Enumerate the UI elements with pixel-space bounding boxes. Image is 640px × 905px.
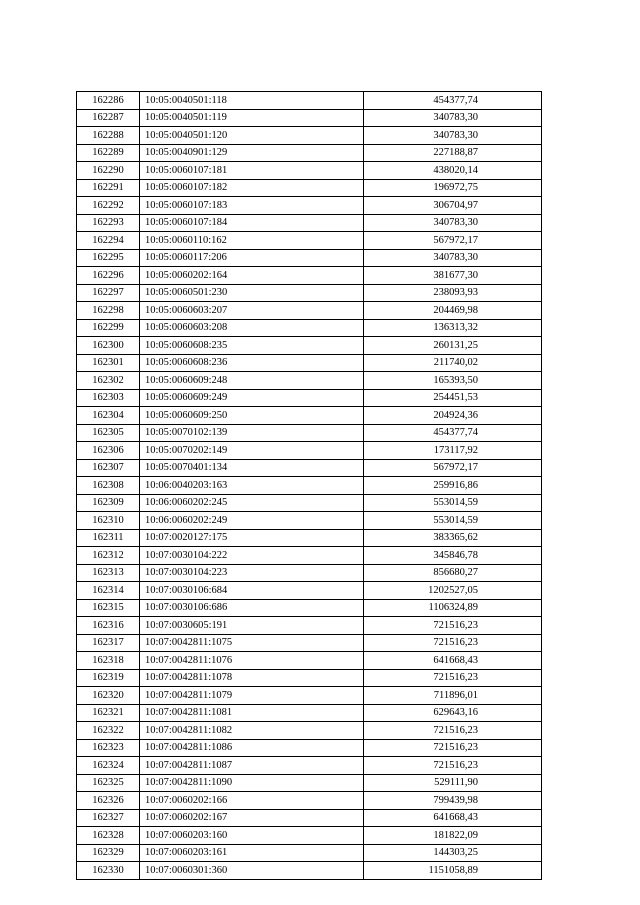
cadastral-number-cell: 10:07:0030106:686 bbox=[140, 599, 364, 617]
cadastral-number-cell: 10:07:0030104:223 bbox=[140, 564, 364, 582]
cadastral-number-cell: 10:07:0060202:167 bbox=[140, 809, 364, 827]
table-row bbox=[77, 267, 542, 285]
table-row bbox=[77, 529, 542, 547]
cadastral-number-cell: 10:05:0070202:149 bbox=[140, 442, 364, 460]
cadastral-number-cell: 10:07:0030605:191 bbox=[140, 617, 364, 635]
cadastral-value-cell: 567972,17 bbox=[364, 459, 542, 477]
cadastral-value-cell: 641668,43 bbox=[364, 809, 542, 827]
cadastral-value-cell: 799439,98 bbox=[364, 792, 542, 810]
table-row bbox=[77, 774, 542, 792]
cadastral-value-cell: 529111,90 bbox=[364, 774, 542, 792]
cadastral-value-cell: 1106324,89 bbox=[364, 599, 542, 617]
cadastral-value-cell: 711896,01 bbox=[364, 687, 542, 705]
table-row bbox=[77, 704, 542, 722]
cadastral-value-cell: 211740,02 bbox=[364, 354, 542, 372]
row-number-cell: 162326 bbox=[77, 792, 140, 810]
table-row bbox=[77, 652, 542, 670]
table-row bbox=[77, 109, 542, 127]
row-number-cell: 162288 bbox=[77, 127, 140, 145]
cadastral-number-cell: 10:07:0060203:160 bbox=[140, 827, 364, 845]
cadastral-number-cell: 10:07:0060203:161 bbox=[140, 844, 364, 862]
row-number-cell: 162306 bbox=[77, 442, 140, 460]
table-row bbox=[77, 494, 542, 512]
table-row bbox=[77, 722, 542, 740]
cadastral-number-cell: 10:07:0042811:1086 bbox=[140, 739, 364, 757]
cadastral-value-cell: 340783,30 bbox=[364, 127, 542, 145]
cadastral-value-cell: 1202527,05 bbox=[364, 582, 542, 600]
row-number-cell: 162289 bbox=[77, 144, 140, 162]
cadastral-number-cell: 10:05:0040501:120 bbox=[140, 127, 364, 145]
cadastral-value-cell: 721516,23 bbox=[364, 617, 542, 635]
cadastral-value-cell: 340783,30 bbox=[364, 109, 542, 127]
table-row bbox=[77, 92, 542, 110]
cadastral-number-cell: 10:05:0070102:139 bbox=[140, 424, 364, 442]
table-row bbox=[77, 442, 542, 460]
table-row bbox=[77, 512, 542, 530]
cadastral-number-cell: 10:05:0060609:250 bbox=[140, 407, 364, 425]
cadastral-value-cell: 438020,14 bbox=[364, 162, 542, 180]
row-number-cell: 162290 bbox=[77, 162, 140, 180]
cadastral-value-cell: 227188,87 bbox=[364, 144, 542, 162]
table-row bbox=[77, 214, 542, 232]
table-row bbox=[77, 127, 542, 145]
cadastral-value-cell: 173117,92 bbox=[364, 442, 542, 460]
row-number-cell: 162305 bbox=[77, 424, 140, 442]
cadastral-value-cell: 721516,23 bbox=[364, 739, 542, 757]
row-number-cell: 162298 bbox=[77, 302, 140, 320]
table-row bbox=[77, 162, 542, 180]
cadastral-value-cell: 340783,30 bbox=[364, 249, 542, 267]
cadastral-number-cell: 10:05:0060608:235 bbox=[140, 337, 364, 355]
table-row bbox=[77, 669, 542, 687]
cadastral-number-cell: 10:07:0060301:360 bbox=[140, 862, 364, 880]
cadastral-number-cell: 10:05:0060609:249 bbox=[140, 389, 364, 407]
table-row bbox=[77, 424, 542, 442]
cadastral-value-cell: 144303,25 bbox=[364, 844, 542, 862]
row-number-cell: 162330 bbox=[77, 862, 140, 880]
cadastral-number-cell: 10:07:0042811:1087 bbox=[140, 757, 364, 775]
cadastral-value-cell: 454377,74 bbox=[364, 92, 542, 110]
table-row bbox=[77, 179, 542, 197]
row-number-cell: 162318 bbox=[77, 652, 140, 670]
cadastral-value-cell: 259916,86 bbox=[364, 477, 542, 495]
row-number-cell: 162286 bbox=[77, 92, 140, 110]
row-number-cell: 162291 bbox=[77, 179, 140, 197]
cadastral-value-cell: 856680,27 bbox=[364, 564, 542, 582]
cadastral-number-cell: 10:05:0060202:164 bbox=[140, 267, 364, 285]
cadastral-value-cell: 721516,23 bbox=[364, 757, 542, 775]
row-number-cell: 162293 bbox=[77, 214, 140, 232]
row-number-cell: 162308 bbox=[77, 477, 140, 495]
table-row bbox=[77, 844, 542, 862]
cadastral-number-cell: 10:07:0030106:684 bbox=[140, 582, 364, 600]
cadastral-number-cell: 10:07:0042811:1075 bbox=[140, 634, 364, 652]
table-row bbox=[77, 599, 542, 617]
cadastral-value-cell: 721516,23 bbox=[364, 634, 542, 652]
table-row bbox=[77, 249, 542, 267]
table-row bbox=[77, 827, 542, 845]
table-row bbox=[77, 862, 542, 880]
table-row bbox=[77, 302, 542, 320]
row-number-cell: 162296 bbox=[77, 267, 140, 285]
row-number-cell: 162303 bbox=[77, 389, 140, 407]
cadastral-value-cell: 721516,23 bbox=[364, 722, 542, 740]
cadastral-number-cell: 10:06:0040203:163 bbox=[140, 477, 364, 495]
cadastral-number-cell: 10:07:0020127:175 bbox=[140, 529, 364, 547]
row-number-cell: 162329 bbox=[77, 844, 140, 862]
row-number-cell: 162299 bbox=[77, 319, 140, 337]
cadastral-number-cell: 10:05:0040501:119 bbox=[140, 109, 364, 127]
cadastral-number-cell: 10:05:0040901:129 bbox=[140, 144, 364, 162]
table-row bbox=[77, 792, 542, 810]
cadastral-number-cell: 10:07:0042811:1076 bbox=[140, 652, 364, 670]
cadastral-number-cell: 10:05:0060608:236 bbox=[140, 354, 364, 372]
cadastral-value-cell: 196972,75 bbox=[364, 179, 542, 197]
table-row bbox=[77, 197, 542, 215]
table-row bbox=[77, 687, 542, 705]
cadastral-value-table bbox=[76, 91, 542, 880]
row-number-cell: 162322 bbox=[77, 722, 140, 740]
cadastral-number-cell: 10:05:0040501:118 bbox=[140, 92, 364, 110]
cadastral-value-cell: 454377,74 bbox=[364, 424, 542, 442]
row-number-cell: 162302 bbox=[77, 372, 140, 390]
table-row bbox=[77, 337, 542, 355]
row-number-cell: 162297 bbox=[77, 284, 140, 302]
cadastral-value-cell: 641668,43 bbox=[364, 652, 542, 670]
row-number-cell: 162312 bbox=[77, 547, 140, 565]
row-number-cell: 162294 bbox=[77, 232, 140, 250]
cadastral-number-cell: 10:07:0042811:1078 bbox=[140, 669, 364, 687]
row-number-cell: 162323 bbox=[77, 739, 140, 757]
cadastral-value-cell: 181822,09 bbox=[364, 827, 542, 845]
row-number-cell: 162313 bbox=[77, 564, 140, 582]
table-row bbox=[77, 477, 542, 495]
cadastral-number-cell: 10:06:0060202:245 bbox=[140, 494, 364, 512]
row-number-cell: 162317 bbox=[77, 634, 140, 652]
cadastral-number-cell: 10:07:0060202:166 bbox=[140, 792, 364, 810]
cadastral-number-cell: 10:05:0060107:184 bbox=[140, 214, 364, 232]
cadastral-value-cell: 383365,62 bbox=[364, 529, 542, 547]
row-number-cell: 162307 bbox=[77, 459, 140, 477]
table-row bbox=[77, 232, 542, 250]
cadastral-value-cell: 381677,30 bbox=[364, 267, 542, 285]
table-row bbox=[77, 757, 542, 775]
row-number-cell: 162310 bbox=[77, 512, 140, 530]
cadastral-number-cell: 10:07:0042811:1079 bbox=[140, 687, 364, 705]
cadastral-number-cell: 10:05:0070401:134 bbox=[140, 459, 364, 477]
cadastral-number-cell: 10:05:0060107:183 bbox=[140, 197, 364, 215]
cadastral-number-cell: 10:07:0042811:1081 bbox=[140, 704, 364, 722]
table-row bbox=[77, 809, 542, 827]
cadastral-number-cell: 10:05:0060117:206 bbox=[140, 249, 364, 267]
table-row bbox=[77, 582, 542, 600]
row-number-cell: 162287 bbox=[77, 109, 140, 127]
cadastral-number-cell: 10:05:0060609:248 bbox=[140, 372, 364, 390]
table-row bbox=[77, 617, 542, 635]
cadastral-number-cell: 10:07:0042811:1082 bbox=[140, 722, 364, 740]
cadastral-value-cell: 553014,59 bbox=[364, 494, 542, 512]
cadastral-value-cell: 340783,30 bbox=[364, 214, 542, 232]
row-number-cell: 162300 bbox=[77, 337, 140, 355]
cadastral-value-cell: 136313,32 bbox=[364, 319, 542, 337]
cadastral-value-cell: 306704,97 bbox=[364, 197, 542, 215]
row-number-cell: 162315 bbox=[77, 599, 140, 617]
cadastral-number-cell: 10:05:0060110:162 bbox=[140, 232, 364, 250]
cadastral-value-cell: 721516,23 bbox=[364, 669, 542, 687]
table-row bbox=[77, 319, 542, 337]
row-number-cell: 162328 bbox=[77, 827, 140, 845]
row-number-cell: 162301 bbox=[77, 354, 140, 372]
cadastral-value-cell: 629643,16 bbox=[364, 704, 542, 722]
row-number-cell: 162320 bbox=[77, 687, 140, 705]
cadastral-number-cell: 10:05:0060107:182 bbox=[140, 179, 364, 197]
cadastral-value-cell: 238093,93 bbox=[364, 284, 542, 302]
table-row bbox=[77, 284, 542, 302]
cadastral-number-cell: 10:07:0042811:1090 bbox=[140, 774, 364, 792]
cadastral-value-cell: 1151058,89 bbox=[364, 862, 542, 880]
row-number-cell: 162309 bbox=[77, 494, 140, 512]
row-number-cell: 162327 bbox=[77, 809, 140, 827]
table-body bbox=[77, 92, 542, 880]
table-row bbox=[77, 739, 542, 757]
table-row bbox=[77, 547, 542, 565]
row-number-cell: 162321 bbox=[77, 704, 140, 722]
row-number-cell: 162304 bbox=[77, 407, 140, 425]
cadastral-value-cell: 553014,59 bbox=[364, 512, 542, 530]
cadastral-value-cell: 204924,36 bbox=[364, 407, 542, 425]
table-row bbox=[77, 407, 542, 425]
cadastral-number-cell: 10:07:0030104:222 bbox=[140, 547, 364, 565]
table-row bbox=[77, 564, 542, 582]
table-row bbox=[77, 389, 542, 407]
cadastral-value-cell: 165393,50 bbox=[364, 372, 542, 390]
row-number-cell: 162324 bbox=[77, 757, 140, 775]
cadastral-number-cell: 10:05:0060107:181 bbox=[140, 162, 364, 180]
row-number-cell: 162316 bbox=[77, 617, 140, 635]
row-number-cell: 162325 bbox=[77, 774, 140, 792]
table-row bbox=[77, 459, 542, 477]
row-number-cell: 162292 bbox=[77, 197, 140, 215]
cadastral-number-cell: 10:05:0060603:208 bbox=[140, 319, 364, 337]
row-number-cell: 162295 bbox=[77, 249, 140, 267]
cadastral-number-cell: 10:05:0060603:207 bbox=[140, 302, 364, 320]
row-number-cell: 162311 bbox=[77, 529, 140, 547]
row-number-cell: 162314 bbox=[77, 582, 140, 600]
cadastral-number-cell: 10:05:0060501:230 bbox=[140, 284, 364, 302]
cadastral-value-cell: 204469,98 bbox=[364, 302, 542, 320]
table-row bbox=[77, 144, 542, 162]
table-row bbox=[77, 634, 542, 652]
table-row bbox=[77, 354, 542, 372]
cadastral-number-cell: 10:06:0060202:249 bbox=[140, 512, 364, 530]
cadastral-value-cell: 567972,17 bbox=[364, 232, 542, 250]
cadastral-value-cell: 345846,78 bbox=[364, 547, 542, 565]
cadastral-value-cell: 260131,25 bbox=[364, 337, 542, 355]
row-number-cell: 162319 bbox=[77, 669, 140, 687]
cadastral-value-cell: 254451,53 bbox=[364, 389, 542, 407]
table-row bbox=[77, 372, 542, 390]
